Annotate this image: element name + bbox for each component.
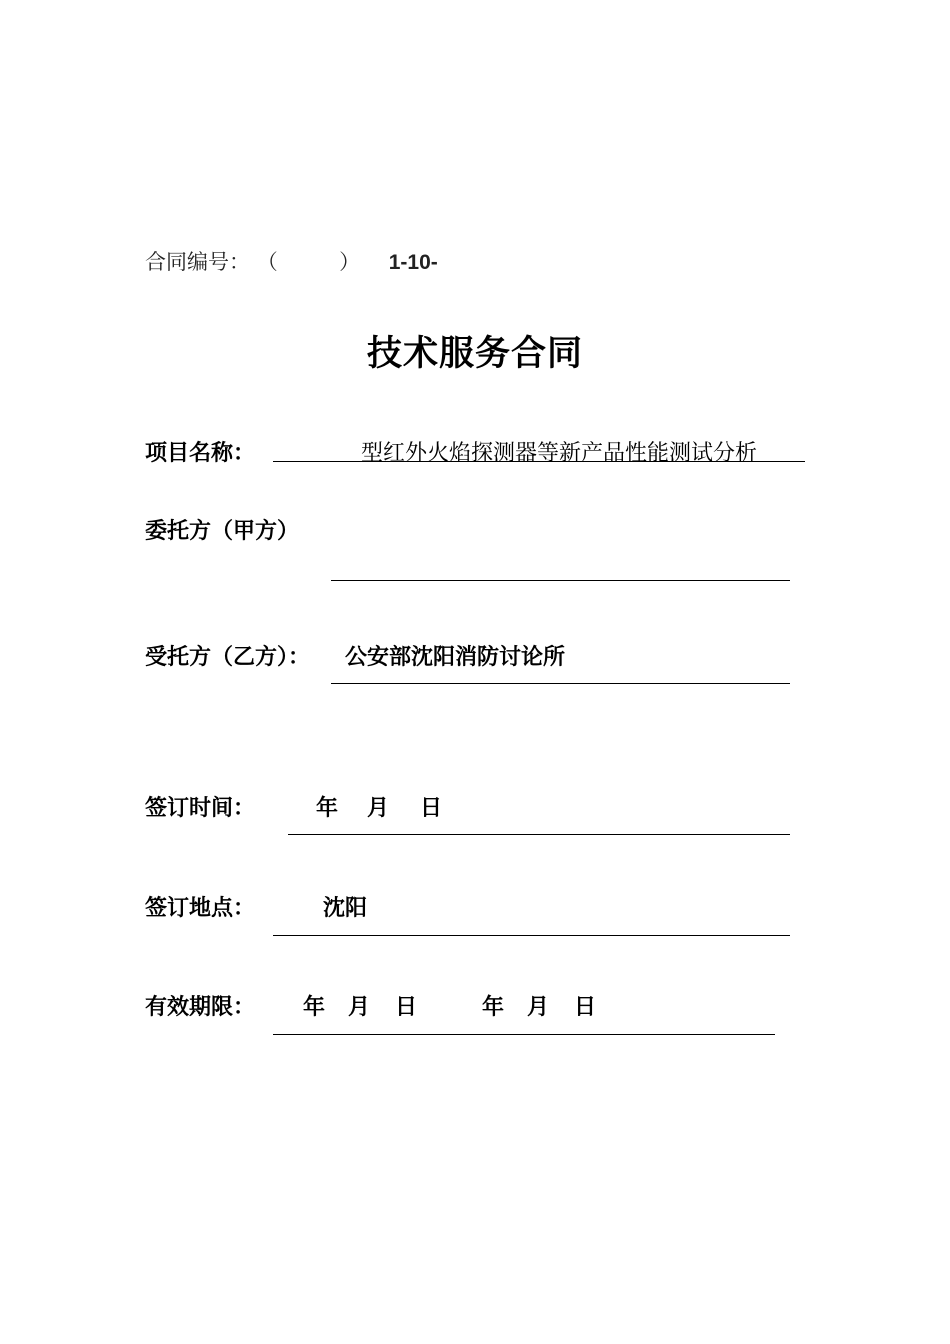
validity-end-day: 日 bbox=[574, 995, 597, 1020]
sign-date-month: 月 bbox=[367, 796, 390, 821]
sign-date-day: 日 bbox=[420, 796, 443, 821]
client-underline bbox=[331, 580, 790, 581]
validity-end-year: 年 bbox=[482, 995, 505, 1020]
project-name-underline bbox=[273, 461, 805, 462]
validity-label: 有效期限： bbox=[145, 995, 256, 1020]
sign-date-year: 年 bbox=[316, 796, 339, 821]
validity-end-month: 月 bbox=[527, 995, 550, 1020]
validity-start-month: 月 bbox=[348, 995, 371, 1020]
project-name-value: 型红外火焰探测器等新产品性能测试分析 bbox=[361, 441, 758, 466]
client-label: 委托方（甲方） bbox=[145, 519, 300, 544]
validity-start-year: 年 bbox=[303, 995, 326, 1020]
contract-number bbox=[145, 246, 438, 276]
contract-number-value: 1-10- bbox=[388, 251, 438, 274]
validity-underline bbox=[273, 1034, 775, 1035]
document-title: 技术服务合同 bbox=[366, 334, 583, 374]
sign-date-underline bbox=[288, 834, 790, 835]
sign-place-underline bbox=[273, 935, 790, 936]
contractor-value: 公安部沈阳消防讨论所 bbox=[345, 645, 566, 670]
sign-place-value: 沈阳 bbox=[323, 896, 368, 921]
project-name-label: 项目名称： bbox=[145, 441, 256, 466]
contract-number-paren-close: ） bbox=[339, 250, 361, 274]
validity-start-day: 日 bbox=[395, 995, 418, 1020]
sign-date-label: 签订时间： bbox=[145, 796, 256, 821]
contractor-underline bbox=[331, 683, 790, 684]
sign-place-label: 签订地点： bbox=[145, 896, 256, 921]
contractor-label: 受托方（乙方）： bbox=[145, 645, 311, 670]
contract-number-paren-open: （ bbox=[256, 250, 278, 274]
contract-number-label: 合同编号： bbox=[145, 250, 250, 274]
